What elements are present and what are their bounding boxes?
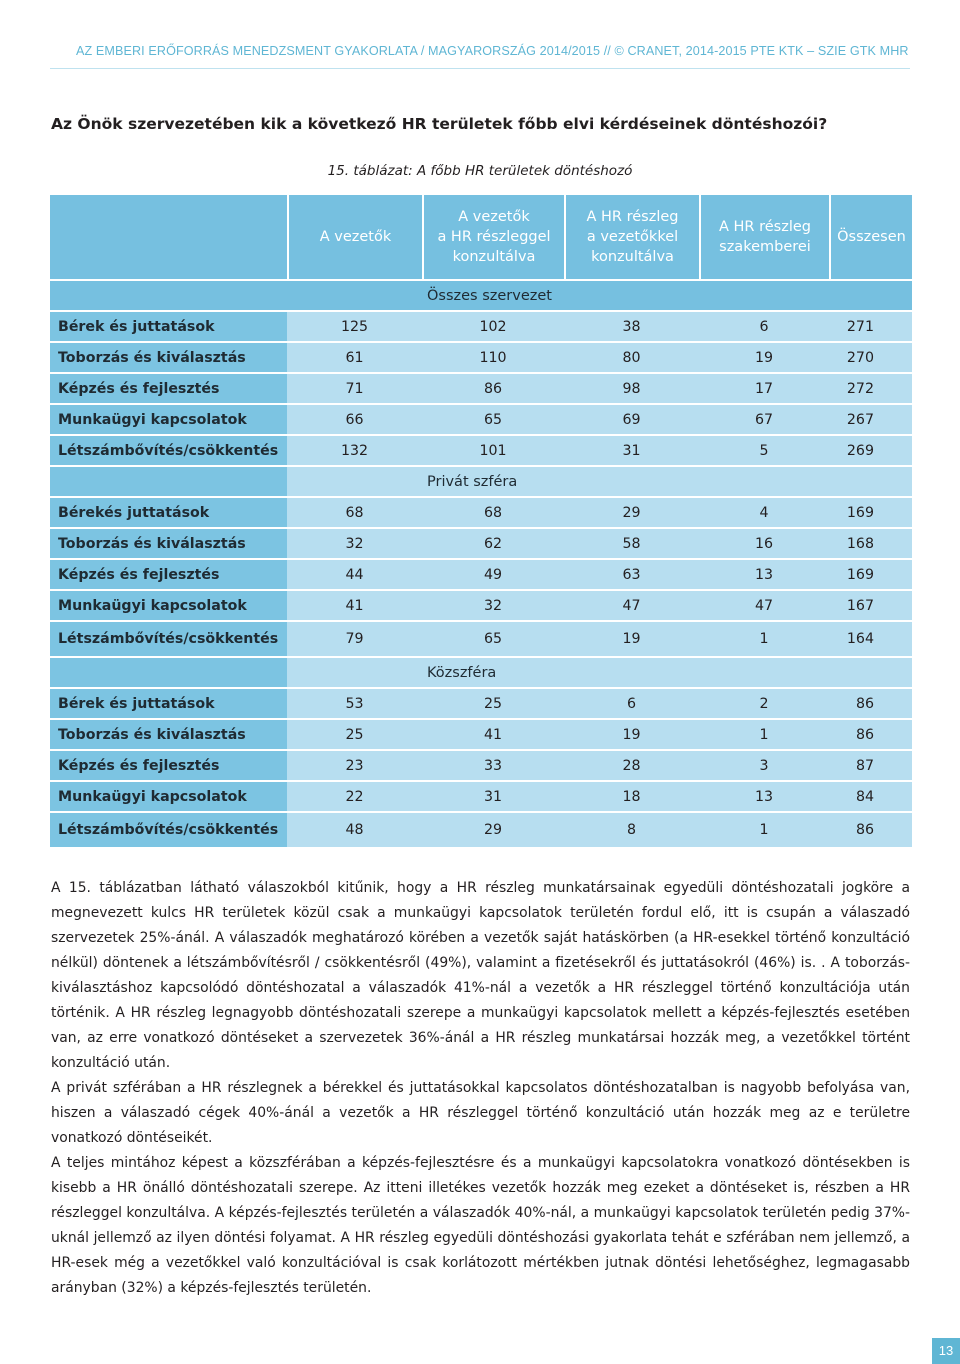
table-cell: 2 [699,687,829,718]
table-cell: 19 [564,718,699,749]
table-cell: 167 [829,589,912,620]
table-cell: 65 [422,620,564,656]
table-cell: 69 [564,403,699,434]
paragraph: A privát szférában a HR részlegnek a bérekkel és juttatásokkal kapcsolatos döntéshozatalban is nagyobb befolyása van, hiszen a válaszadó cégek 40%-ánál a vezetők a HR részleggel történő konzultáció után hozzák meg az e területre vonatkozó döntéseikét. [51,1080,910,1146]
table-cell: 17 [699,372,829,403]
table-row [50,372,912,403]
table-row [50,496,912,527]
table-row [50,687,912,718]
table-cell: 19 [564,620,699,656]
section-header-spacer [50,279,287,310]
table-row [50,620,912,656]
table-cell: 269 [829,434,912,465]
table-cell: 65 [422,403,564,434]
table-cell: 48 [287,811,422,847]
paragraph: A 15. táblázatban látható válaszokból kitűnik, hogy a HR részleg munkatársainak egyedüli döntéshozatali jogköre a megnevezett kulcs HR területek közül csak a munkaügyi kapcsolatok területén fordul elő, itt is csupán a válaszadó szervezetek 25%-ánál. A válaszadók meghatározó körében a vezetők saját hatáskörben (a HR-esekkel történő konzultáció nélkül) döntenek a létszámbővítésről / csökkentésről (49%), valamint a fizetésekről és juttatásokról (46%) is. . A toborzás-kiválasztáshoz kapcsolódó döntéshozatal a válaszadók 41%-nál a vezetők a HR részleggel történő konzultációja után történik. A HR részleg legnagyobb döntéshozatali szerepe a munkaügyi kapcsolatok mellett a képzés-fejlesztés esetében van, az erre vonatkozó döntéseket a szervezetek 36%-ánál a HR részleg munkatársai hozzák meg, a vezetőkkel történt konzultáció után. [51,880,910,1071]
section-header-spacer [50,465,287,496]
table-cell: 41 [287,589,422,620]
row-label: Létszámbővítés/csökkentés [50,811,287,847]
table-row [50,558,912,589]
table-cell: 23 [287,749,422,780]
table-cell: 80 [564,341,699,372]
table-cell: 267 [829,403,912,434]
table-cell: 62 [422,527,564,558]
table-cell: 1 [699,811,829,847]
table-cell: 164 [829,620,912,656]
question-heading: Az Önök szervezetében kik a következő HR területek főbb elvi kérdéseinek döntéshozói? [51,115,828,133]
table-cell: 1 [699,718,829,749]
table-cell: 79 [287,620,422,656]
table-cell: 3 [699,749,829,780]
table-cell: 32 [287,527,422,558]
table-cell: 22 [287,780,422,811]
table-row [50,780,912,811]
table-row [50,589,912,620]
table-cell: 38 [564,310,699,341]
table-cell: 68 [422,496,564,527]
table-cell: 86 [422,372,564,403]
table-header-row [50,195,912,279]
row-label: Toborzás és kiválasztás [50,341,287,372]
section-header-spacer [50,656,287,687]
table-caption-text: 15. táblázat: A főbb HR területek döntéshozó [327,163,633,179]
table-caption [0,163,960,179]
section-title-text: Közszféra [427,664,497,681]
table-cell: 33 [422,749,564,780]
table-cell: 71 [287,372,422,403]
row-label: Létszámbővítés/csökkentés [50,620,287,656]
table-cell: 86 [829,718,912,749]
column-header: A vezetők a HR részleggel konzultálva [422,195,564,279]
table-cell: 16 [699,527,829,558]
section-header-row [50,465,912,496]
row-label: Bérekés juttatások [50,496,287,527]
table-cell: 168 [829,527,912,558]
table-cell: 31 [422,780,564,811]
row-label: Toborzás és kiválasztás [50,527,287,558]
row-label: Munkaügyi kapcsolatok [50,589,287,620]
table-cell: 169 [829,558,912,589]
table-row [50,749,912,780]
running-header: AZ EMBERI ERŐFORRÁS MENEDZSMENT GYAKORLATA / MAGYARORSZÁG 2014/2015 // © CRANET, 2014-2015 PTE KTK – SZIE GTK MHR [76,44,909,58]
column-header: A HR részleg szakemberei [699,195,829,279]
table-cell: 61 [287,341,422,372]
table-cell: 84 [829,780,912,811]
table-cell: 13 [699,780,829,811]
table-cell: 102 [422,310,564,341]
table-cell: 271 [829,310,912,341]
paragraph: A teljes mintához képest a közszférában a képzés-fejlesztésre és a munkaügyi kapcsolatokra vonatkozó döntésekben is kisebb a HR önálló döntéshozatali szerepe. Az itteni illetékes vezetők hozzák meg ezeket a döntéseket is, részben a HR részleggel konzultálva. A képzés-fejlesztés területén a válaszadók 40%-nál, a munkaügyi kapcsolatok területén pedig 37%-uknál jellemző az ilyen döntési folyamat. A HR részleg egyedüli döntéshozási gyakorlata tehát e szférában nem jellemző, a HR-esek még a vezetőkkel való konzultációval is csak korlátozott mértékben jutnak döntési lehetőséghez, legmagasabb arányban (32%) a képzés-fejlesztés területén. [51,1155,910,1296]
table-cell: 132 [287,434,422,465]
table-row [50,811,912,847]
table-cell: 67 [699,403,829,434]
table-cell: 58 [564,527,699,558]
table-cell: 86 [829,687,912,718]
table-cell: 4 [699,496,829,527]
row-label: Munkaügyi kapcsolatok [50,780,287,811]
section-title [287,465,912,496]
row-label: Bérek és juttatások [50,310,287,341]
decision-makers-table [50,195,912,847]
table-cell: 101 [422,434,564,465]
table-cell: 68 [287,496,422,527]
table-cell: 47 [699,589,829,620]
table-row [50,434,912,465]
table-cell: 270 [829,341,912,372]
table-body [50,279,912,847]
table-cell: 13 [699,558,829,589]
table-cell: 66 [287,403,422,434]
body-text [51,876,910,1301]
header-divider [50,68,910,69]
section-title [287,656,912,687]
table-cell: 25 [287,718,422,749]
table-cell: 18 [564,780,699,811]
column-header: A HR részleg a vezetőkkel konzultálva [564,195,699,279]
table-cell: 5 [699,434,829,465]
column-header: Összesen [829,195,912,279]
table-row [50,310,912,341]
table-cell: 125 [287,310,422,341]
table-cell: 49 [422,558,564,589]
table-cell: 8 [564,811,699,847]
table-cell: 28 [564,749,699,780]
table-cell: 29 [564,496,699,527]
section-header-row [50,279,912,310]
table-cell: 32 [422,589,564,620]
table-cell: 47 [564,589,699,620]
row-label: Bérek és juttatások [50,687,287,718]
table-cell: 86 [829,811,912,847]
table-cell: 31 [564,434,699,465]
section-title [287,279,912,310]
table-cell: 29 [422,811,564,847]
column-header-empty [50,195,287,279]
table-row [50,527,912,558]
table-cell: 272 [829,372,912,403]
row-label: Toborzás és kiválasztás [50,718,287,749]
row-label: Képzés és fejlesztés [50,749,287,780]
table-row [50,341,912,372]
row-label: Munkaügyi kapcsolatok [50,403,287,434]
table-cell: 41 [422,718,564,749]
section-title-text: Összes szervezet [427,287,552,304]
table-cell: 44 [287,558,422,589]
table-cell: 110 [422,341,564,372]
table-row [50,718,912,749]
section-header-row [50,656,912,687]
table-cell: 53 [287,687,422,718]
section-title-text: Privát szféra [427,473,518,490]
row-label: Képzés és fejlesztés [50,372,287,403]
table-cell: 87 [829,749,912,780]
column-header: A vezetők [287,195,422,279]
table-cell: 98 [564,372,699,403]
table-cell: 19 [699,341,829,372]
row-label: Képzés és fejlesztés [50,558,287,589]
table-cell: 1 [699,620,829,656]
table-row [50,403,912,434]
table-cell: 6 [699,310,829,341]
table-cell: 63 [564,558,699,589]
row-label: Létszámbővítés/csökkentés [50,434,287,465]
page-number: 13 [932,1338,960,1364]
table-cell: 25 [422,687,564,718]
table-cell: 169 [829,496,912,527]
table-cell: 6 [564,687,699,718]
